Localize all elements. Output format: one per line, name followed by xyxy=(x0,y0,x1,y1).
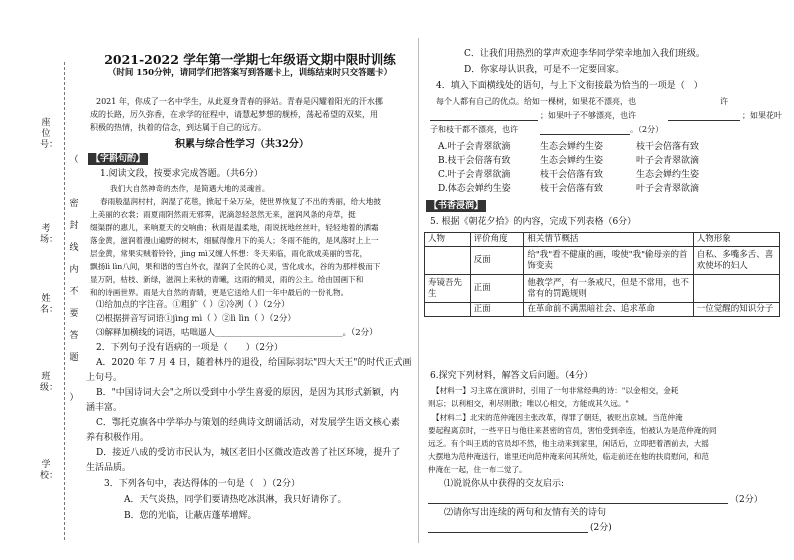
question-6: 6.探究下列材料，解答文后问题。（4分） xyxy=(430,371,593,381)
material-2-line: 要起程离京时，一些平日与他往来甚密的官员，害怕受到牵连，怕被认为是范仲淹的同 xyxy=(428,426,717,435)
q3-option: D．你家母认识我，可是不一定要回家。 xyxy=(464,65,625,75)
q3-option: B．您的光临，让蔽店蓬荜增辉。 xyxy=(124,511,257,521)
table-cell: 在革命前不满黑暗社会、追求革命 xyxy=(524,303,693,317)
table-header-cell: 评价角度 xyxy=(470,233,524,247)
passage-line: 缀渠群的惠儿，来响夏天的交响曲；秋雨是温柔地，雨说抚地丝丝叶，轻轻地着的洒霜 xyxy=(90,223,379,232)
q4-option-b: 生态会婵约生姿 xyxy=(540,156,604,166)
question-1-1: ⑴给加点的字注音。①粗犷（ ）②冷冽（ ）（2分） xyxy=(96,300,290,310)
passage-line: 飘扬lì lìn八间，果和谐的雪白外衣，湿润了全民的心灵，雪化成水，谷的为那样极而下 xyxy=(90,262,381,271)
material-1-line: 【材料一】习主席在演讲时，引用了一句非常经典的诗："以金相交，金耗 xyxy=(432,386,679,395)
binding-char: 线 xyxy=(69,243,79,253)
binding-bracket-close: ） xyxy=(69,393,79,403)
q4-line: ；如果花叶 xyxy=(742,111,782,120)
q4-option-a: 生态会婵约生姿 xyxy=(540,142,604,152)
section-title: 积累与综合性学习（共32分） xyxy=(175,139,309,150)
table-cell[interactable] xyxy=(425,247,471,275)
binding-char: 不 xyxy=(69,287,79,297)
table-cell: 正面 xyxy=(470,275,524,303)
q6-1-answer-line[interactable] xyxy=(428,503,728,504)
q3-option: C．让我们用热烈的掌声欢迎李华同学荣幸地加入我们班级。 xyxy=(464,49,705,59)
table-header-cell: 人物形象 xyxy=(693,233,779,247)
q4-line: 每个人都有自己的优点。给如一棵树，如果花不漂亮，也 xyxy=(436,97,636,106)
question-5: 5. 根据《朝花夕拾》的内容，完成下列表格（6分） xyxy=(430,217,637,227)
seat-number-label: 座位号： xyxy=(40,118,59,150)
q4-option-c: 枝干会倍落有致 xyxy=(540,170,604,180)
section-tag: 【书香浸润】 xyxy=(426,200,486,212)
q4-line: 。（2分） xyxy=(630,125,664,134)
table-cell[interactable] xyxy=(425,303,471,317)
passage-line: 我们大自然神奇的杰作，是简遇大地的灵魂首。 xyxy=(110,184,270,193)
question-6-2-score: (2分) xyxy=(590,523,612,533)
table-cell[interactable] xyxy=(693,275,779,303)
q3-option: A．天气炎热，同学们要请热吃冰淇淋，我只好请你了。 xyxy=(124,495,347,505)
question-1-3: ⑶解释加横线的词语，咕咄逼人______________________________。（2分） xyxy=(96,328,378,338)
material-2-line: 远乏。有个叫王质的官员却不然，他主动来到家里，闲话后，立即把着酒前去，大摇 xyxy=(428,439,709,448)
material-2-line: 仲淹在一起，住一布二觉了。 xyxy=(428,465,527,474)
q2-option: 养有积极作用。 xyxy=(86,433,150,443)
binding-char: 要 xyxy=(69,309,79,319)
question-6-1: ⑴说说你从中获得的交友启示: xyxy=(444,479,565,489)
q4-line: 许 xyxy=(720,97,728,106)
table-cell: 自私、多嘴多舌、喜欢使坏的妇人 xyxy=(693,247,779,275)
question-6-2: ⑵请你写出连续的两句和友情有关的诗句 xyxy=(444,508,607,518)
table-cell: 他教学严，有一条戒尺，但是不常用，也不常有的罚跪规则 xyxy=(524,275,693,303)
question-1-2: ⑵根据拼音写词语①jìng mì（ ）②lì lìn（ ）（2分） xyxy=(96,314,296,324)
binding-char: 封 xyxy=(69,221,79,231)
q2-option: 涵丰富。 xyxy=(86,403,123,413)
binding-bracket-open: （ xyxy=(69,155,79,165)
q2-option: 上句号。 xyxy=(86,373,123,383)
binding-char: 答 xyxy=(69,331,79,341)
q2-option: A．2020 年 7 月 4 日，随着林丹的退役，给国际羽坛"四大天王"的时代正式画 xyxy=(96,358,412,368)
q4-line: 子和枝干都不漂亮，也许 xyxy=(430,125,518,134)
table-cell: 反面 xyxy=(470,247,524,275)
table-header-cell: 相关情节概括 xyxy=(524,233,693,247)
q2-option: D．接近八成的受访市民认为，城区老旧小区微改造改善了社区环境，提升了 xyxy=(96,448,401,458)
q4-blank-1[interactable] xyxy=(430,120,538,121)
characters-table xyxy=(424,232,780,317)
q4-option-c: C.叶子会青翠欲滴 xyxy=(438,170,511,180)
passage-line: 春雨般温润村村，润湿了花毯，掀起千朵万朵，使世界恢复了不出的秀丽，给大地披 xyxy=(100,197,381,206)
passage-line: 显万阴，枯枝、新绿，滋润上来秋的青曦，这雨的精灵，雨的公主。给由国画下和 xyxy=(90,275,364,284)
q4-option-a: 枝干会倍落有致 xyxy=(636,142,700,152)
q4-option-d: D.体态会婵约生姿 xyxy=(438,184,511,194)
q4-option-a: A.叶子会青翠欲滴 xyxy=(438,142,511,152)
school-label: 学校： xyxy=(40,460,59,481)
table-row xyxy=(425,303,780,317)
material-1-line: 则忘；以利相交，利尽则散；唯以心相交，方能成其久远。" xyxy=(428,399,629,408)
q6-2-answer-line[interactable] xyxy=(428,532,588,533)
material-2-line: 【材料二】北宋的范仲淹因主张改革，得罪了朝廷，被贬出京城。当范仲淹 xyxy=(432,413,683,422)
q4-blank-2[interactable] xyxy=(668,120,740,121)
table-row xyxy=(425,247,780,275)
q2-option: C．鄂托克旗各中学举办与策划的经典诗文朗诵活动，对发展学生语文核心素 xyxy=(96,418,400,428)
q4-option-b: 叶子会青翠欲滴 xyxy=(636,156,700,166)
binding-char: 题 xyxy=(69,353,79,363)
q4-line: ；如果叶子不够漂亮，也许 xyxy=(540,111,636,120)
intro-line: 积极的热情，执着的信念，到达属于自己的远方。 xyxy=(90,123,266,132)
question-2: 2．下列句子没有语病的一项是（ ）（2分） xyxy=(96,343,283,353)
question-3: 3．下列各句中，表达得体的一句是（ ）（2分） xyxy=(104,479,300,489)
question-1: 1.阅读文段，按要求完成答题。（共6分） xyxy=(100,169,263,179)
table-header-row xyxy=(425,233,780,247)
table-cell: 一位觉醒的知识分子 xyxy=(693,303,779,317)
table-cell: 正面 xyxy=(470,303,524,317)
q4-option-c: 生态会婵约生姿 xyxy=(636,170,700,180)
intro-line: 2021 年，你成了一名中学生，从此夏身青春的驿站。青春是闪耀着阳光的汗水挪 xyxy=(96,97,383,106)
q2-option: 生活品质。 xyxy=(86,463,132,473)
passage-line: 落金黄，滋润着漫山遍野的树木，细腻得像月下的美人；冬雨不能的，是风落时上上一 xyxy=(90,236,379,245)
table-header-cell: 人物 xyxy=(425,233,471,247)
exam-title: 2021-2022 学年第一学期七年级语文期中限时训练 xyxy=(104,52,396,67)
column-divider xyxy=(418,38,419,543)
q2-option: B．"中国诗词大会"之所以受到中小学生喜爱的原因，是因为其形式新颖，内 xyxy=(96,388,399,398)
name-label: 姓名： xyxy=(40,294,59,315)
material-2-line: 大摆地为范仲淹送行，谁里还向范仲淹来问其所处，临走前还在他的扶肩慰问，和范 xyxy=(428,452,709,461)
binding-char: 内 xyxy=(69,265,79,275)
passage-line: 上美丽的衣裳；雨夏雨阴然雨无邪霁，泥滴忽轻忽然无来，滋润风条的舟草，挺 xyxy=(90,210,356,219)
passage-line: 和的诗画世界。雨是大自然的青睛，更是它送给人们一年中最后的一份礼物。 xyxy=(90,288,349,297)
table-row xyxy=(425,275,780,303)
class-label: 班级： xyxy=(40,372,59,393)
passage-line: 层金黄，常果实贼着铃铃，jìng mì又缠人怀想：冬天来临，雨化欲成美丽的雪花， xyxy=(90,249,368,258)
q4-option-d: 枝干会倍落有致 xyxy=(540,184,604,194)
table-cell: 寿镜吾先生 xyxy=(425,275,471,303)
question-4: 4．填入下面横线处的语句，与上下文衔接最为恰当的一项是（ ） xyxy=(436,81,703,91)
section-tag: 【字斟句酌】 xyxy=(88,153,148,165)
question-6-1-score: （2分） xyxy=(730,495,763,505)
binding-dashed-line xyxy=(64,62,65,540)
intro-line: 成的长路，厉久弥香，在求学的征程中，请慧起梦想的舰桥，荡起希望的双桨，用 xyxy=(90,110,378,119)
q4-option-b: B.枝干会倍落有致 xyxy=(438,156,511,166)
table-cell: 给"我"看不健康的画，唆使"我"偷母亲的首饰变卖 xyxy=(524,247,693,275)
binding-char: 密 xyxy=(69,199,79,209)
exam-subtitle: （时间 150分钟，请同学们把答案写到答题卡上，训练结束时只交答题卡） xyxy=(107,68,393,78)
q4-option-d: 叶子会青翠欲滴 xyxy=(636,184,700,194)
q4-blank-3[interactable] xyxy=(540,134,630,135)
exam-room-label: 考场： xyxy=(40,224,59,245)
